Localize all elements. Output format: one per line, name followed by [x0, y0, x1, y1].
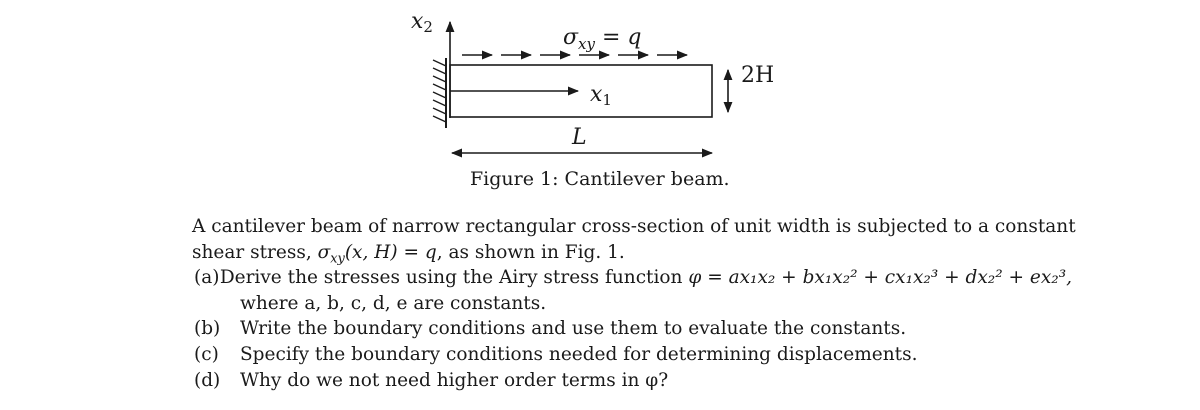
- problem-part-a-continuation: where a, b, c, d, e are constants.: [240, 292, 547, 314]
- part-text: Derive the stresses using the Airy stress function φ = ax₁x₂ + bx₁x₂² + cx₁x₂³ + dx₂² + ex₂³,: [219, 267, 1072, 289]
- part-text: Why do we not need higher order terms in φ?: [240, 369, 669, 391]
- part-text: Write the boundary conditions and use them to evaluate the constants.: [240, 318, 907, 340]
- figure-caption: Figure 1: Cantilever beam.: [470, 168, 730, 190]
- problem-part-b: [192, 316, 1072, 342]
- problem-statement: [192, 214, 1076, 393]
- problem-part-d: [192, 368, 1072, 394]
- height-label: 2H: [741, 63, 775, 88]
- problem-part-a: [192, 265, 1072, 291]
- problem-part-c: [192, 342, 1072, 368]
- part-label: (c): [194, 343, 219, 365]
- length-label: L: [572, 125, 587, 150]
- fixed-support-hatching: [433, 58, 446, 128]
- shear-load-label: $\sigma_{xy} = q$: [563, 25, 642, 53]
- part-label: (d): [194, 369, 221, 391]
- part-label: (b): [194, 318, 221, 340]
- problem-intro-line-1: A cantilever beam of narrow rectangular cross-section of unit width is subjected to a constant: [192, 216, 1076, 237]
- axis-x1-label: x1: [590, 82, 612, 109]
- problem-intro-line-2: shear stress, $\sigma_{xy}(x$, H) = q, as shown in Fig. 1.: [192, 241, 625, 267]
- part-text: Specify the boundary conditions needed for determining displacements.: [240, 343, 918, 365]
- airy-stress-function: φ = ax₁x₂ + bx₁x₂² + cx₁x₂³ + dx₂² + ex₂³,: [688, 267, 1072, 289]
- axis-x2-label: x2: [411, 9, 433, 36]
- part-label: (a): [194, 267, 220, 289]
